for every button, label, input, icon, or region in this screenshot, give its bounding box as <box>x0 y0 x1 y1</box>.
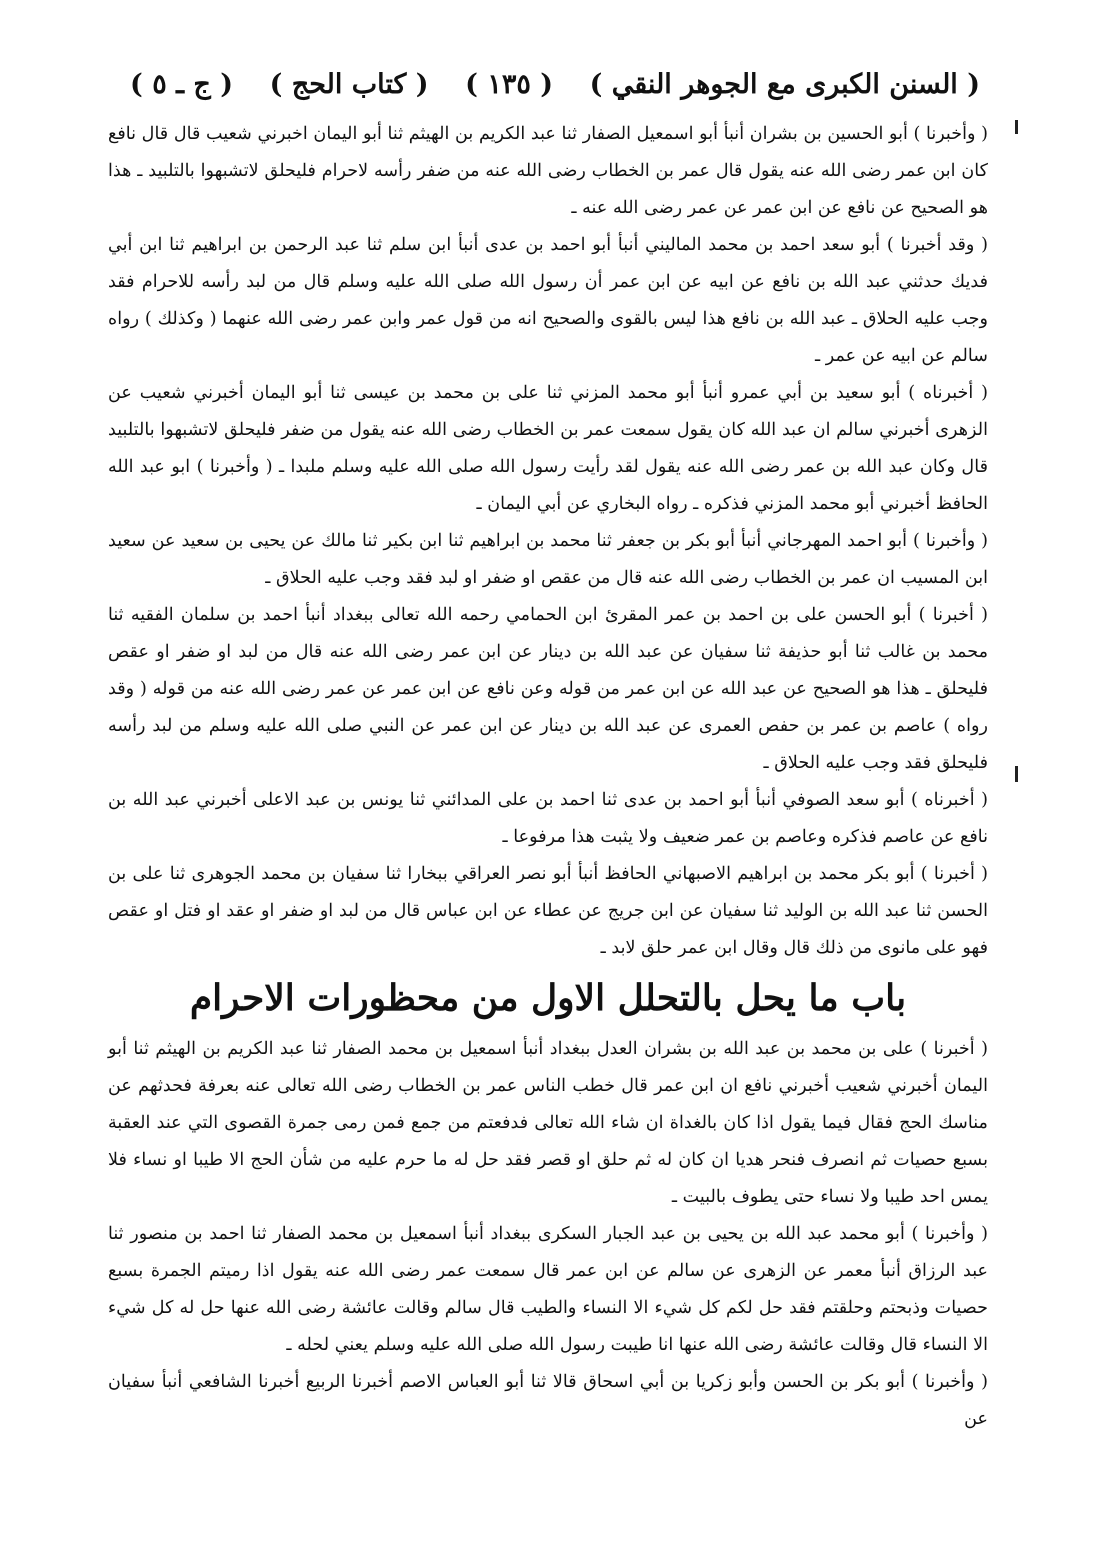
chapter-name: ( كتاب الحج ) <box>269 68 429 100</box>
chapter-heading: باب ما يحل بالتحلل الاول من محظورات الاحرام <box>189 977 907 1019</box>
margin-mark <box>1015 766 1018 782</box>
running-header <box>130 62 980 106</box>
hadith-paragraph: ( وأخبرنا ) أبو احمد المهرجاني أنبأ أبو بكر بن جعفر ثنا محمد بن ابراهيم ثنا ابن بكير ثنا مالك عن يحيى بن سعيد عن سعيد ابن المسيب ان عمر بن الخطاب رضى الله عنه قال من عقص او ضفر او لبد فقد وجب عليه الحلاق ـ <box>108 531 988 588</box>
hadith-paragraph: ( وأخبرنا ) أبو محمد عبد الله بن يحيى بن عبد الجبار السكرى ببغداد أنبأ اسمعيل بن محمد الصفار ثنا احمد بن منصور ثنا عبد الرزاق أنبأ معمر عن الزهرى عن سالم عن ابن عمر قال سمعت عمر رضى الله عنه يقول اذا رميتم الجمرة بسبع حصيات وذبحتم وحلقتم فقد حل لكم كل شيء الا النساء والطيب قال سالم وقالت عائشة رضى الله عنها حل له كل شيء الا النساء قال وقالت عائشة رضى الله عنها انا طيبت رسول الله صلى الله عليه وسلم يعني لحله ـ <box>108 1224 988 1355</box>
book-title: ( السنن الكبرى مع الجوهر النقي ) <box>589 68 980 100</box>
hadith-paragraph: ( أخبرنا ) على بن محمد بن عبد الله بن بشران العدل ببغداد أنبأ اسمعيل بن محمد الصفار ثنا عبد الكريم بن الهيثم ثنا أبو اليمان أخبرني شعيب أخبرني نافع ان ابن عمر قال خطب الناس عمر بن الخطاب رضى الله تعالى عنه بعرفة فحدثهم عن مناسك الحج فقال فيما يقول اذا كان بالغداة ان شاء الله تعالى فدفعتم من جمع فمن رمى جمرة القصوى التي عند العقبة بسبع حصيات ثم انصرف فنحر هديا ان كان له ثم حلق او قصر فقد حل له ما حرم عليه من شأن الحج الا طيبا او نساء فلا يمس احد طيبا ولا نساء حتى يطوف بالبيت ـ <box>108 1039 988 1207</box>
hadith-paragraph: ( وأخبرنا ) أبو الحسين بن بشران أنبأ أبو اسمعيل الصفار ثنا عبد الكريم بن الهيثم ثنا أبو اليمان اخبرني شعيب قال قال نافع كان ابن عمر رضى الله عنه يقول قال عمر بن الخطاب رضى الله عنه من ضفر رأسه لاحرام فليحلق لاتشبهوا بالتلبيد ـ هذا هو الصحيح عن نافع عن ابن عمر عن عمر رضى الله عنه ـ <box>108 124 989 218</box>
hadith-paragraph: ( أخبرناه ) أبو سعد الصوفي أنبأ أبو احمد بن عدى ثنا احمد بن على المدائني ثنا يونس بن عبد الاعلى أخبرني عبد الله بن نافع عن عاصم فذكره وعاصم بن عمر ضعيف ولا يثبت هذا مرفوعا ـ <box>108 790 988 847</box>
hadith-paragraph: ( وقد أخبرنا ) أبو سعد احمد بن محمد الماليني أنبأ أبو احمد بن عدى أنبأ ابن سلم ثنا عبد الرحمن بن ابراهيم ثنا ابن أبي فديك حدثني عبد الله بن نافع عن ابيه عن ابن عمر أن رسول الله صلى الله عليه وسلم قال من لبد رأسه للاحرام فقد وجب عليه الحلاق ـ عبد الله بن نافع هذا ليس بالقوى والصحيح انه من قول عمر وابن عمر رضى الله عنهما ( وكذلك ) رواه سالم عن ابيه عن عمر ـ <box>108 235 988 366</box>
margin-mark <box>1015 120 1018 134</box>
hadith-paragraph: ( أخبرناه ) أبو سعيد بن أبي عمرو أنبأ أبو محمد المزني ثنا على بن محمد بن عيسى ثنا أبو اليمان أخبرني شعيب عن الزهرى أخبرني سالم ان عبد الله كان يقول سمعت عمر بن الخطاب رضى الله عنه يقول من ضفر فليحلق لاتشبهوا بالتلبيد قال وكان عبد الله بن عمر رضى الله عنه يقول لقد رأيت رسول الله صلى الله عليه وسلم ملبدا ـ ( وأخبرنا ) ابو عبد الله الحافظ أخبرني أبو محمد المزني فذكره ـ رواه البخاري عن أبي اليمان ـ <box>108 383 988 514</box>
hadith-paragraph: ( وأخبرنا ) أبو بكر بن الحسن وأبو زكريا بن أبي اسحاق قالا ثنا أبو العباس الاصم أخبرنا الربيع أخبرنا الشافعي أنبأ سفيان عن <box>108 1372 988 1429</box>
main-text <box>108 116 988 1438</box>
volume-number: ( ج ـ ٥ ) <box>130 68 234 100</box>
hadith-paragraph: ( أخبرنا ) أبو الحسن على بن احمد بن عمر المقرئ ابن الحمامي رحمه الله تعالى ببغداد أنبأ احمد بن سلمان الفقيه ثنا محمد بن غالب ثنا أبو حذيفة ثنا سفيان عن عبد الله بن دينار عن ابن عمر رضى الله عنه قال من لبد او ضفر او عقص فليحلق ـ هذا هو الصحيح عن عبد الله عن ابن عمر من قوله وعن نافع عن ابن عمر عن عمر رضى الله عنه من قوله ( وقد رواه ) عاصم بن عمر بن حفص العمرى عن عبد الله بن دينار عن ابن عمر عن النبي صلى الله عليه وسلم من لبد رأسه فليحلق فقد وجب عليه الحلاق ـ <box>108 605 988 773</box>
page-number: ( ١٣٥ ) <box>465 68 554 100</box>
hadith-paragraph: ( أخبرنا ) أبو بكر محمد بن ابراهيم الاصبهاني الحافظ أنبأ أبو نصر العراقي ببخارا ثنا سفيان بن محمد الجوهرى ثنا على بن الحسن ثنا عبد الله بن الوليد ثنا سفيان عن ابن جريج عن عطاء عن ابن عباس قال من لبد او ضفر او عقد او فتل او عقص فهو على مانوى من ذلك قال وقال ابن عمر حلق لابد ـ <box>108 864 988 958</box>
